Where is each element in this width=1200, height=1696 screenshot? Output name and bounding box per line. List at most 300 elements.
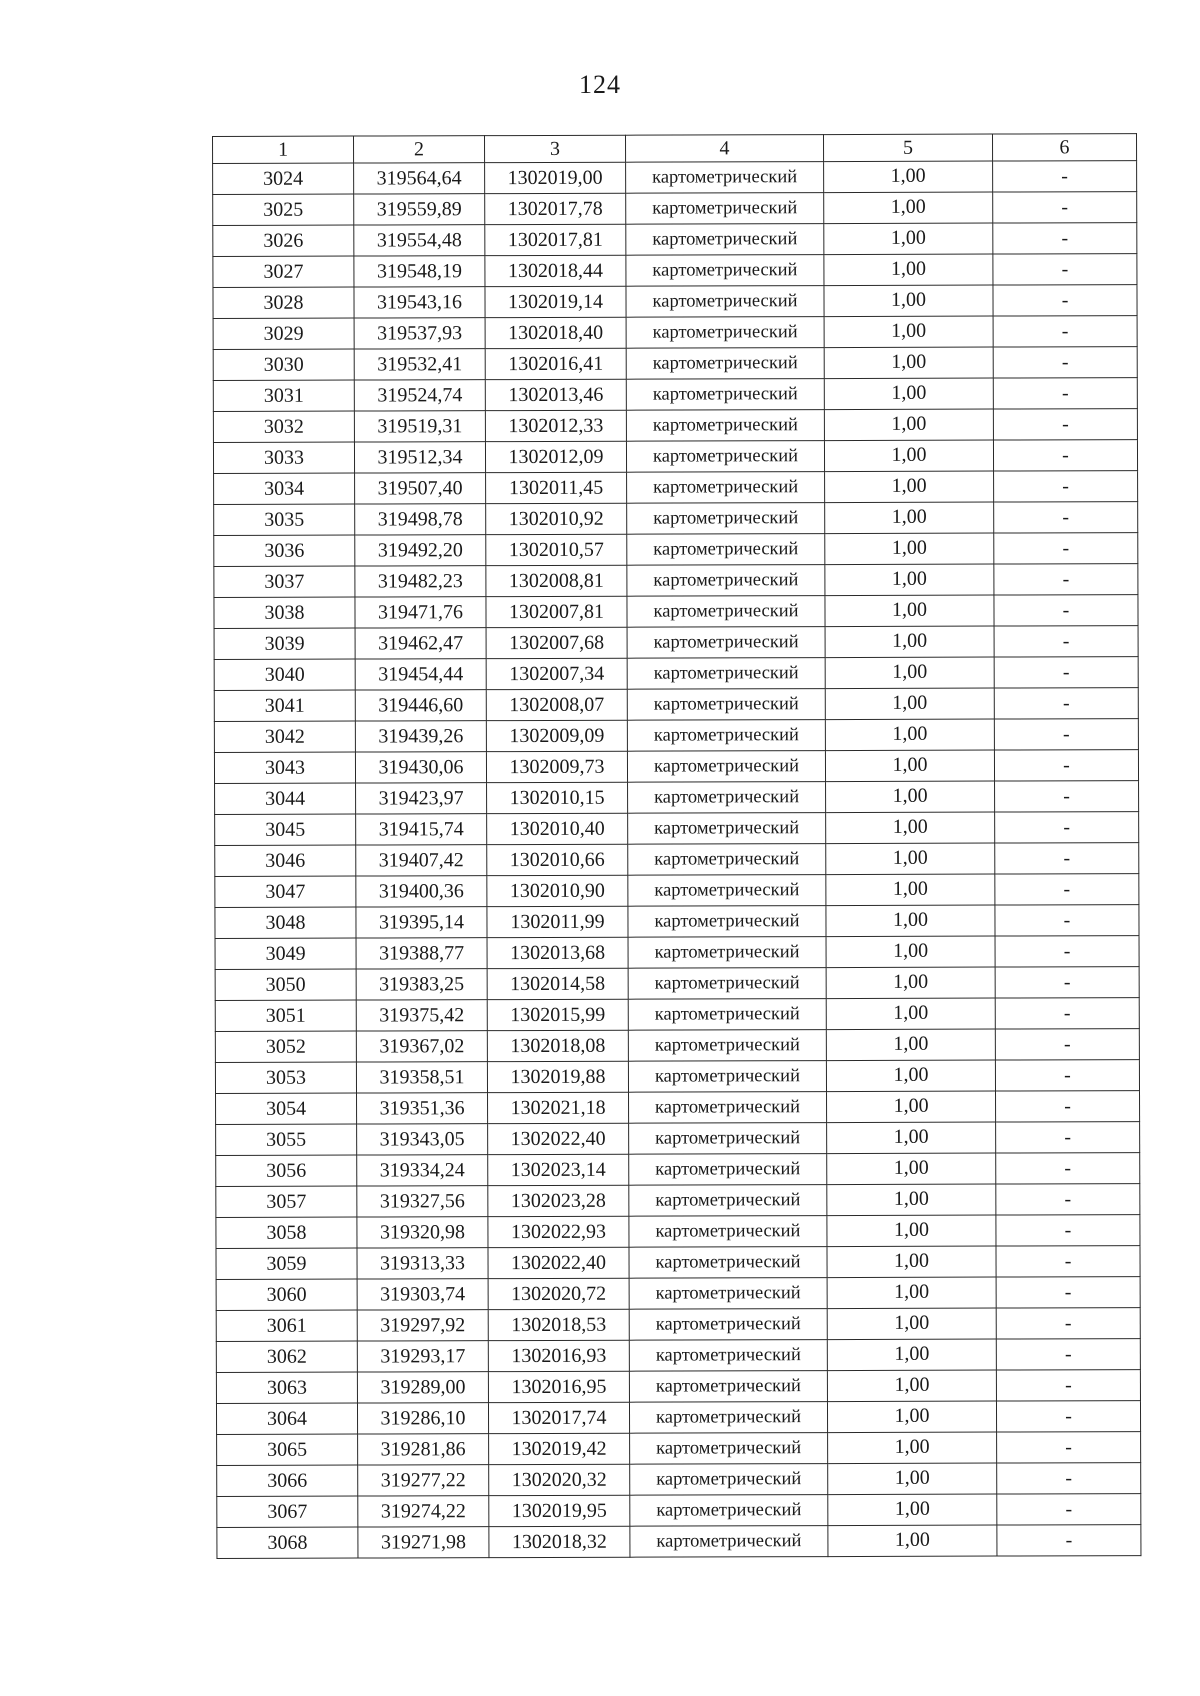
table-row bbox=[215, 905, 1139, 939]
method-cell: картометрический bbox=[630, 1433, 828, 1465]
method-cell: картометрический bbox=[626, 317, 824, 349]
x-coordinate-cell: 319462,47 bbox=[355, 628, 486, 659]
point-number-cell: 3042 bbox=[214, 721, 355, 752]
y-coordinate-cell: 1302017,81 bbox=[485, 224, 626, 255]
precision-cell: 1,00 bbox=[826, 812, 995, 844]
header-cell-2: 2 bbox=[354, 136, 485, 163]
point-number-cell: 3058 bbox=[216, 1217, 357, 1248]
method-cell: картометрический bbox=[628, 1061, 826, 1093]
precision-cell: 1,00 bbox=[827, 1308, 996, 1340]
method-cell: картометрический bbox=[629, 1340, 827, 1372]
y-coordinate-cell: 1302021,18 bbox=[488, 1092, 629, 1123]
precision-cell: 1,00 bbox=[824, 223, 993, 255]
x-coordinate-cell: 319537,93 bbox=[354, 318, 485, 349]
method-cell: картометрический bbox=[626, 379, 824, 411]
description-cell: - bbox=[995, 874, 1139, 905]
x-coordinate-cell: 319286,10 bbox=[357, 1403, 488, 1434]
y-coordinate-cell: 1302018,08 bbox=[487, 1030, 628, 1061]
description-cell: - bbox=[994, 719, 1138, 750]
y-coordinate-cell: 1302009,73 bbox=[486, 751, 627, 782]
point-number-cell: 3057 bbox=[216, 1186, 357, 1217]
y-coordinate-cell: 1302023,28 bbox=[488, 1185, 629, 1216]
y-coordinate-cell: 1302012,09 bbox=[485, 441, 626, 472]
method-cell: картометрический bbox=[628, 937, 826, 969]
precision-cell: 1,00 bbox=[825, 502, 994, 534]
method-cell: картометрический bbox=[627, 534, 825, 566]
header-cell-4: 4 bbox=[625, 135, 823, 163]
point-number-cell: 3051 bbox=[215, 1000, 356, 1031]
table-row bbox=[216, 1091, 1140, 1125]
table-row bbox=[217, 1494, 1141, 1528]
x-coordinate-cell: 319507,40 bbox=[355, 473, 486, 504]
y-coordinate-cell: 1302022,40 bbox=[488, 1123, 629, 1154]
description-cell: - bbox=[997, 1432, 1141, 1463]
precision-cell: 1,00 bbox=[826, 967, 995, 999]
point-number-cell: 3040 bbox=[214, 659, 355, 690]
point-number-cell: 3050 bbox=[215, 969, 356, 1000]
method-cell: картометрический bbox=[628, 782, 826, 814]
point-number-cell: 3031 bbox=[213, 380, 354, 411]
header-row bbox=[213, 134, 1137, 164]
coordinates-table bbox=[212, 133, 1141, 1559]
method-cell: картометрический bbox=[626, 193, 824, 225]
table-row bbox=[214, 688, 1138, 722]
table-row bbox=[215, 812, 1139, 846]
method-cell: картометрический bbox=[627, 689, 825, 721]
table-row bbox=[216, 1246, 1140, 1280]
description-cell: - bbox=[994, 750, 1138, 781]
method-cell: картометрический bbox=[629, 1216, 827, 1248]
x-coordinate-cell: 319388,77 bbox=[356, 938, 487, 969]
y-coordinate-cell: 1302010,92 bbox=[486, 503, 627, 534]
y-coordinate-cell: 1302018,44 bbox=[485, 255, 626, 286]
y-coordinate-cell: 1302019,95 bbox=[489, 1495, 630, 1526]
y-coordinate-cell: 1302018,53 bbox=[488, 1309, 629, 1340]
x-coordinate-cell: 319532,41 bbox=[354, 349, 485, 380]
y-coordinate-cell: 1302010,66 bbox=[487, 844, 628, 875]
method-cell: картометрический bbox=[628, 968, 826, 1000]
x-coordinate-cell: 319327,56 bbox=[357, 1186, 488, 1217]
precision-cell: 1,00 bbox=[825, 657, 994, 689]
precision-cell: 1,00 bbox=[826, 843, 995, 875]
x-coordinate-cell: 319320,98 bbox=[357, 1217, 488, 1248]
description-cell: - bbox=[993, 285, 1137, 316]
description-cell: - bbox=[997, 1463, 1141, 1494]
x-coordinate-cell: 319519,31 bbox=[354, 411, 485, 442]
x-coordinate-cell: 319407,42 bbox=[356, 845, 487, 876]
table-row bbox=[215, 843, 1139, 877]
x-coordinate-cell: 319439,26 bbox=[355, 721, 486, 752]
description-cell: - bbox=[996, 1339, 1140, 1370]
precision-cell: 1,00 bbox=[824, 409, 993, 441]
x-coordinate-cell: 319454,44 bbox=[355, 659, 486, 690]
x-coordinate-cell: 319277,22 bbox=[358, 1465, 489, 1496]
point-number-cell: 3061 bbox=[216, 1310, 357, 1341]
x-coordinate-cell: 319395,14 bbox=[356, 907, 487, 938]
point-number-cell: 3037 bbox=[214, 566, 355, 597]
precision-cell: 1,00 bbox=[827, 1153, 996, 1185]
point-number-cell: 3059 bbox=[216, 1248, 357, 1279]
description-cell: - bbox=[995, 843, 1139, 874]
point-number-cell: 3047 bbox=[215, 876, 356, 907]
point-number-cell: 3060 bbox=[216, 1279, 357, 1310]
y-coordinate-cell: 1302019,88 bbox=[487, 1061, 628, 1092]
y-coordinate-cell: 1302013,46 bbox=[485, 379, 626, 410]
precision-cell: 1,00 bbox=[827, 1184, 996, 1216]
y-coordinate-cell: 1302015,99 bbox=[487, 999, 628, 1030]
method-cell: картометрический bbox=[628, 906, 826, 938]
point-number-cell: 3066 bbox=[217, 1465, 358, 1496]
point-number-cell: 3033 bbox=[213, 442, 354, 473]
y-coordinate-cell: 1302017,74 bbox=[488, 1402, 629, 1433]
description-cell: - bbox=[997, 1525, 1141, 1556]
description-cell: - bbox=[995, 1060, 1139, 1091]
precision-cell: 1,00 bbox=[828, 1432, 997, 1464]
y-coordinate-cell: 1302016,93 bbox=[488, 1340, 629, 1371]
y-coordinate-cell: 1302019,42 bbox=[489, 1433, 630, 1464]
y-coordinate-cell: 1302010,40 bbox=[487, 813, 628, 844]
description-cell: - bbox=[994, 533, 1138, 564]
point-number-cell: 3043 bbox=[214, 752, 355, 783]
x-coordinate-cell: 319289,00 bbox=[357, 1372, 488, 1403]
y-coordinate-cell: 1302011,45 bbox=[486, 472, 627, 503]
table-row bbox=[216, 1122, 1140, 1156]
x-coordinate-cell: 319297,92 bbox=[357, 1310, 488, 1341]
precision-cell: 1,00 bbox=[824, 316, 993, 348]
precision-cell: 1,00 bbox=[827, 1246, 996, 1278]
method-cell: картометрический bbox=[629, 1371, 827, 1403]
x-coordinate-cell: 319543,16 bbox=[354, 287, 485, 318]
y-coordinate-cell: 1302018,40 bbox=[485, 317, 626, 348]
x-coordinate-cell: 319271,98 bbox=[358, 1527, 489, 1558]
description-cell: - bbox=[993, 316, 1137, 347]
point-number-cell: 3036 bbox=[214, 535, 355, 566]
precision-cell: 1,00 bbox=[828, 1494, 997, 1526]
method-cell: картометрический bbox=[629, 1185, 827, 1217]
method-cell: картометрический bbox=[627, 565, 825, 597]
y-coordinate-cell: 1302010,57 bbox=[486, 534, 627, 565]
precision-cell: 1,00 bbox=[824, 285, 993, 317]
y-coordinate-cell: 1302022,40 bbox=[488, 1247, 629, 1278]
precision-cell: 1,00 bbox=[825, 719, 994, 751]
x-coordinate-cell: 319524,74 bbox=[354, 380, 485, 411]
precision-cell: 1,00 bbox=[825, 471, 994, 503]
x-coordinate-cell: 319383,25 bbox=[356, 969, 487, 1000]
y-coordinate-cell: 1302019,14 bbox=[485, 286, 626, 317]
x-coordinate-cell: 319274,22 bbox=[358, 1496, 489, 1527]
point-number-cell: 3052 bbox=[215, 1031, 356, 1062]
y-coordinate-cell: 1302018,32 bbox=[489, 1526, 630, 1557]
table-row bbox=[216, 1308, 1140, 1342]
table-row bbox=[213, 409, 1137, 443]
x-coordinate-cell: 319351,36 bbox=[357, 1093, 488, 1124]
point-number-cell: 3055 bbox=[216, 1124, 357, 1155]
precision-cell: 1,00 bbox=[828, 1525, 997, 1557]
description-cell: - bbox=[994, 688, 1138, 719]
point-number-cell: 3068 bbox=[217, 1527, 358, 1558]
point-number-cell: 3045 bbox=[215, 814, 356, 845]
table-row bbox=[214, 719, 1138, 753]
description-cell: - bbox=[993, 378, 1137, 409]
table-row bbox=[215, 1060, 1139, 1094]
description-cell: - bbox=[996, 1153, 1140, 1184]
point-number-cell: 3044 bbox=[215, 783, 356, 814]
table-row bbox=[213, 378, 1137, 412]
table-row bbox=[217, 1525, 1141, 1559]
table-row bbox=[213, 254, 1137, 288]
method-cell: картометрический bbox=[628, 875, 826, 907]
point-number-cell: 3048 bbox=[215, 907, 356, 938]
description-cell: - bbox=[996, 1277, 1140, 1308]
y-coordinate-cell: 1302019,00 bbox=[485, 162, 626, 193]
y-coordinate-cell: 1302016,41 bbox=[485, 348, 626, 379]
table-row bbox=[215, 874, 1139, 908]
description-cell: - bbox=[994, 564, 1138, 595]
method-cell: картометрический bbox=[626, 286, 824, 318]
point-number-cell: 3034 bbox=[214, 473, 355, 504]
point-number-cell: 3065 bbox=[217, 1434, 358, 1465]
description-cell: - bbox=[995, 936, 1139, 967]
y-coordinate-cell: 1302009,09 bbox=[486, 720, 627, 751]
table-row bbox=[215, 936, 1139, 970]
y-coordinate-cell: 1302007,34 bbox=[486, 658, 627, 689]
table-row bbox=[213, 316, 1137, 350]
description-cell: - bbox=[996, 1122, 1140, 1153]
table-row bbox=[213, 347, 1137, 381]
method-cell: картометрический bbox=[629, 1402, 827, 1434]
y-coordinate-cell: 1302012,33 bbox=[485, 410, 626, 441]
point-number-cell: 3032 bbox=[213, 411, 354, 442]
header-cell-6: 6 bbox=[992, 134, 1136, 161]
point-number-cell: 3067 bbox=[217, 1496, 358, 1527]
x-coordinate-cell: 319482,23 bbox=[355, 566, 486, 597]
precision-cell: 1,00 bbox=[826, 998, 995, 1030]
x-coordinate-cell: 319313,33 bbox=[357, 1248, 488, 1279]
point-number-cell: 3053 bbox=[215, 1062, 356, 1093]
precision-cell: 1,00 bbox=[824, 347, 993, 379]
method-cell: картометрический bbox=[628, 813, 826, 845]
precision-cell: 1,00 bbox=[825, 564, 994, 596]
table-row bbox=[216, 1153, 1140, 1187]
method-cell: картометрический bbox=[627, 596, 825, 628]
method-cell: картометрический bbox=[629, 1123, 827, 1155]
table-row bbox=[214, 533, 1138, 567]
precision-cell: 1,00 bbox=[824, 192, 993, 224]
description-cell: - bbox=[994, 595, 1138, 626]
description-cell: - bbox=[996, 1246, 1140, 1277]
description-cell: - bbox=[997, 1494, 1141, 1525]
point-number-cell: 3027 bbox=[213, 256, 354, 287]
description-cell: - bbox=[993, 161, 1137, 192]
method-cell: картометрический bbox=[626, 410, 824, 442]
y-coordinate-cell: 1302011,99 bbox=[487, 906, 628, 937]
precision-cell: 1,00 bbox=[824, 254, 993, 286]
x-coordinate-cell: 319430,06 bbox=[355, 752, 486, 783]
table-row bbox=[215, 1029, 1139, 1063]
method-cell: картометрический bbox=[629, 1154, 827, 1186]
y-coordinate-cell: 1302014,58 bbox=[487, 968, 628, 999]
x-coordinate-cell: 319446,60 bbox=[355, 690, 486, 721]
x-coordinate-cell: 319554,48 bbox=[354, 225, 485, 256]
x-coordinate-cell: 319548,19 bbox=[354, 256, 485, 287]
precision-cell: 1,00 bbox=[826, 1060, 995, 1092]
precision-cell: 1,00 bbox=[826, 1029, 995, 1061]
x-coordinate-cell: 319492,20 bbox=[355, 535, 486, 566]
table-row bbox=[213, 285, 1137, 319]
description-cell: - bbox=[995, 905, 1139, 936]
y-coordinate-cell: 1302007,81 bbox=[486, 596, 627, 627]
method-cell: картометрический bbox=[626, 162, 824, 194]
y-coordinate-cell: 1302013,68 bbox=[487, 937, 628, 968]
method-cell: картометрический bbox=[630, 1526, 828, 1558]
table-row bbox=[216, 1339, 1140, 1373]
x-coordinate-cell: 319423,97 bbox=[356, 783, 487, 814]
table-row bbox=[215, 781, 1139, 815]
precision-cell: 1,00 bbox=[827, 1277, 996, 1309]
method-cell: картометрический bbox=[627, 472, 825, 504]
method-cell: картометрический bbox=[627, 503, 825, 535]
y-coordinate-cell: 1302007,68 bbox=[486, 627, 627, 658]
y-coordinate-cell: 1302010,90 bbox=[487, 875, 628, 906]
description-cell: - bbox=[996, 1215, 1140, 1246]
precision-cell: 1,00 bbox=[826, 781, 995, 813]
description-cell: - bbox=[996, 1401, 1140, 1432]
method-cell: картометрический bbox=[629, 1092, 827, 1124]
x-coordinate-cell: 319281,86 bbox=[358, 1434, 489, 1465]
x-coordinate-cell: 319498,78 bbox=[355, 504, 486, 535]
description-cell: - bbox=[995, 967, 1139, 998]
table-row bbox=[213, 440, 1137, 474]
table-row bbox=[214, 595, 1138, 629]
method-cell: картометрический bbox=[628, 1030, 826, 1062]
y-coordinate-cell: 1302008,07 bbox=[486, 689, 627, 720]
table-row bbox=[216, 1401, 1140, 1435]
point-number-cell: 3038 bbox=[214, 597, 355, 628]
precision-cell: 1,00 bbox=[825, 533, 994, 565]
x-coordinate-cell: 319415,74 bbox=[356, 814, 487, 845]
point-number-cell: 3030 bbox=[213, 349, 354, 380]
point-number-cell: 3041 bbox=[214, 690, 355, 721]
table-body bbox=[213, 161, 1141, 1559]
method-cell: картометрический bbox=[627, 627, 825, 659]
table-row bbox=[217, 1432, 1141, 1466]
precision-cell: 1,00 bbox=[827, 1401, 996, 1433]
table-row bbox=[215, 967, 1139, 1001]
point-number-cell: 3064 bbox=[216, 1403, 357, 1434]
table-row bbox=[214, 657, 1138, 691]
precision-cell: 1,00 bbox=[825, 595, 994, 627]
table-row bbox=[216, 1184, 1140, 1218]
point-number-cell: 3026 bbox=[213, 225, 354, 256]
method-cell: картометрический bbox=[629, 1247, 827, 1279]
point-number-cell: 3062 bbox=[216, 1341, 357, 1372]
description-cell: - bbox=[996, 1308, 1140, 1339]
description-cell: - bbox=[993, 192, 1137, 223]
description-cell: - bbox=[995, 998, 1139, 1029]
table-row bbox=[216, 1215, 1140, 1249]
precision-cell: 1,00 bbox=[826, 874, 995, 906]
method-cell: картометрический bbox=[626, 224, 824, 256]
x-coordinate-cell: 319512,34 bbox=[354, 442, 485, 473]
precision-cell: 1,00 bbox=[827, 1370, 996, 1402]
x-coordinate-cell: 319564,64 bbox=[354, 163, 485, 194]
description-cell: - bbox=[994, 471, 1138, 502]
method-cell: картометрический bbox=[628, 844, 826, 876]
precision-cell: 1,00 bbox=[825, 626, 994, 658]
method-cell: картометрический bbox=[629, 1309, 827, 1341]
y-coordinate-cell: 1302016,95 bbox=[488, 1371, 629, 1402]
y-coordinate-cell: 1302010,15 bbox=[487, 782, 628, 813]
method-cell: картометрический bbox=[630, 1464, 828, 1496]
precision-cell: 1,00 bbox=[827, 1122, 996, 1154]
point-number-cell: 3056 bbox=[216, 1155, 357, 1186]
description-cell: - bbox=[996, 1370, 1140, 1401]
table-row bbox=[214, 471, 1138, 505]
method-cell: картометрический bbox=[630, 1495, 828, 1527]
description-cell: - bbox=[996, 1091, 1140, 1122]
y-coordinate-cell: 1302022,93 bbox=[488, 1216, 629, 1247]
description-cell: - bbox=[996, 1184, 1140, 1215]
method-cell: картометрический bbox=[626, 441, 824, 473]
y-coordinate-cell: 1302008,81 bbox=[486, 565, 627, 596]
x-coordinate-cell: 319375,42 bbox=[356, 1000, 487, 1031]
description-cell: - bbox=[994, 502, 1138, 533]
y-coordinate-cell: 1302017,78 bbox=[485, 193, 626, 224]
table-row bbox=[214, 564, 1138, 598]
precision-cell: 1,00 bbox=[826, 936, 995, 968]
x-coordinate-cell: 319400,36 bbox=[356, 876, 487, 907]
y-coordinate-cell: 1302020,72 bbox=[488, 1278, 629, 1309]
method-cell: картометрический bbox=[627, 720, 825, 752]
precision-cell: 1,00 bbox=[824, 440, 993, 472]
method-cell: картометрический bbox=[627, 658, 825, 690]
point-number-cell: 3024 bbox=[213, 163, 354, 194]
point-number-cell: 3063 bbox=[216, 1372, 357, 1403]
point-number-cell: 3054 bbox=[216, 1093, 357, 1124]
description-cell: - bbox=[995, 812, 1139, 843]
description-cell: - bbox=[995, 1029, 1139, 1060]
table-row bbox=[213, 192, 1137, 226]
method-cell: картометрический bbox=[628, 999, 826, 1031]
table-row bbox=[217, 1463, 1141, 1497]
description-cell: - bbox=[993, 347, 1137, 378]
x-coordinate-cell: 319358,51 bbox=[356, 1062, 487, 1093]
header-cell-1: 1 bbox=[213, 136, 354, 163]
description-cell: - bbox=[993, 409, 1137, 440]
description-cell: - bbox=[994, 626, 1138, 657]
point-number-cell: 3029 bbox=[213, 318, 354, 349]
precision-cell: 1,00 bbox=[827, 1215, 996, 1247]
table-row bbox=[213, 223, 1137, 257]
description-cell: - bbox=[993, 254, 1137, 285]
precision-cell: 1,00 bbox=[827, 1091, 996, 1123]
precision-cell: 1,00 bbox=[827, 1339, 996, 1371]
precision-cell: 1,00 bbox=[825, 750, 994, 782]
x-coordinate-cell: 319367,02 bbox=[356, 1031, 487, 1062]
table-row bbox=[216, 1277, 1140, 1311]
x-coordinate-cell: 319334,24 bbox=[357, 1155, 488, 1186]
description-cell: - bbox=[994, 657, 1138, 688]
precision-cell: 1,00 bbox=[826, 905, 995, 937]
method-cell: картометрический bbox=[629, 1278, 827, 1310]
y-coordinate-cell: 1302023,14 bbox=[488, 1154, 629, 1185]
x-coordinate-cell: 319559,89 bbox=[354, 194, 485, 225]
precision-cell: 1,00 bbox=[824, 378, 993, 410]
table-row bbox=[213, 161, 1137, 195]
y-coordinate-cell: 1302020,32 bbox=[489, 1464, 630, 1495]
point-number-cell: 3046 bbox=[215, 845, 356, 876]
point-number-cell: 3039 bbox=[214, 628, 355, 659]
